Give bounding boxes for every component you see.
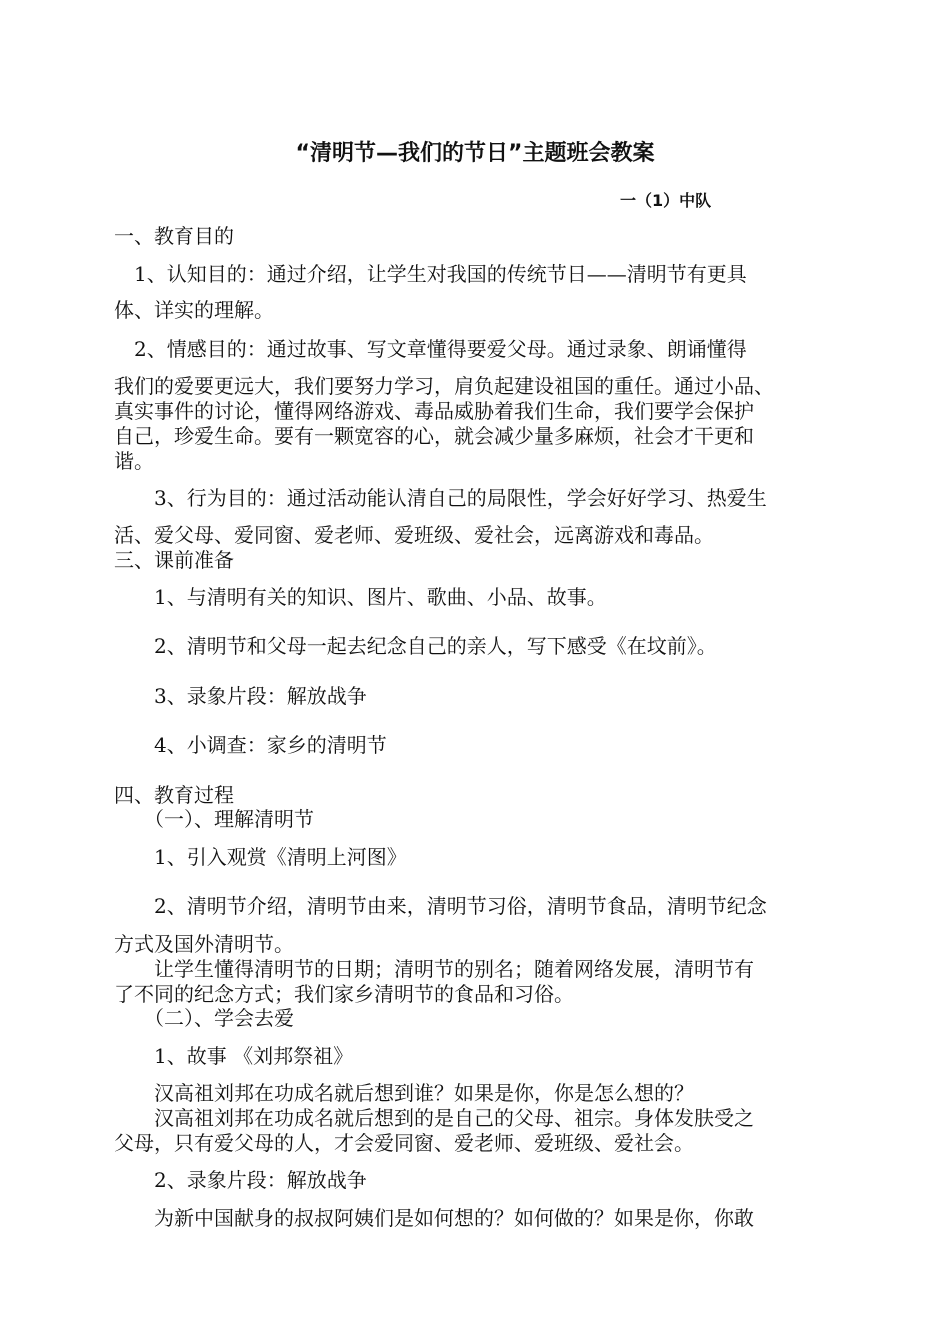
text-line: 我们的爱要更远大，我们要努力学习，肩负起建设祖国的重任。通过小品、 (114, 374, 774, 398)
text-line: 汉高祖刘邦在功成名就后想到的是自己的父母、祖宗。身体发肤受之 (114, 1106, 754, 1130)
heading-objectives: 一、教育目的 (114, 224, 234, 248)
text-line: 1、故事 《刘邦祭祖》 (114, 1044, 354, 1068)
text-line: 活、爱父母、爱同窗、爱老师、爱班级、爱社会，远离游戏和毒品。 (114, 523, 714, 547)
text-line: 父母，只有爱父母的人，才会爱同窗、爱老师、爱班级、爱社会。 (114, 1131, 694, 1155)
text-line: 自己，珍爱生命。要有一颗宽容的心，就会减少量多麻烦，社会才干更和 (114, 424, 754, 448)
text-line: 体、详实的理解。 (114, 298, 274, 322)
subheading: （一）、理解清明节 (114, 807, 314, 831)
text-line: 1、引入观赏《清明上河图》 (114, 845, 407, 869)
text-line: 汉高祖刘邦在功成名就后想到谁？如果是你，你是怎么想的？ (114, 1081, 694, 1105)
subheading: （二）、学会去爱 (114, 1006, 294, 1030)
document-title: “清明节—我们的节日”主题班会教案 (295, 141, 655, 166)
text-line: 让学生懂得清明节的日期；清明节的别名；随着网络发展，清明节有 (114, 957, 754, 981)
text-line: 4、小调查：家乡的清明节 (114, 733, 387, 757)
text-line: 2、清明节和父母一起去纪念自己的亲人，写下感受《在坟前》。 (114, 634, 717, 658)
text-line: 2、清明节介绍，清明节由来，清明节习俗，清明节食品，清明节纪念 (114, 894, 767, 918)
text-line: 2、情感目的：通过故事、写文章懂得要爱父母。通过录象、朗诵懂得 (114, 337, 747, 361)
heading-preparation: 三、课前准备 (114, 548, 234, 572)
text-line: 为新中国献身的叔叔阿姨们是如何想的？如何做的？如果是你，你敢 (114, 1206, 754, 1230)
heading-process: 四、教育过程 (114, 783, 234, 807)
text-line: 方式及国外清明节。 (114, 932, 294, 956)
text-line: 3、行为目的：通过活动能认清自己的局限性，学会好好学习、热爱生 (114, 486, 767, 510)
text-line: 1、与清明有关的知识、图片、歌曲、小品、故事。 (114, 585, 607, 609)
text-line: 谐。 (114, 449, 154, 473)
text-line: 真实事件的讨论，懂得网络游戏、毒品威胁着我们生命，我们要学会保护 (114, 399, 754, 423)
text-line: 1、认知目的：通过介绍，让学生对我国的传统节日——清明节有更具 (114, 262, 747, 286)
text-line: 3、录象片段：解放战争 (114, 684, 367, 708)
class-name: 一（1）中队 (620, 191, 712, 210)
text-line: 了不同的纪念方式；我们家乡清明节的食品和习俗。 (114, 982, 574, 1006)
text-line: 2、录象片段：解放战争 (114, 1168, 367, 1192)
